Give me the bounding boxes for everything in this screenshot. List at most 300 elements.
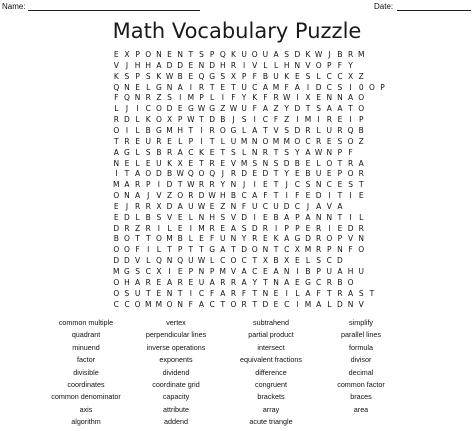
grid-letter: K — [284, 71, 290, 81]
grid-letter: A — [241, 277, 247, 287]
grid-letter: R — [230, 169, 237, 179]
grid-letter: A — [262, 104, 268, 114]
grid-letter: O — [123, 234, 130, 244]
grid-letter: L — [135, 125, 140, 135]
grid-letter: E — [305, 191, 311, 201]
grid-letter: L — [359, 212, 364, 222]
grid-letter: I — [115, 169, 118, 179]
grid-letter: S — [241, 223, 247, 233]
grid-letter: N — [198, 267, 205, 276]
grid-letter: T — [135, 234, 140, 244]
grid-letter: A — [124, 180, 130, 190]
grid-letter: J — [125, 104, 129, 114]
grid-letter: R — [145, 277, 151, 287]
grid-letter: X — [305, 93, 311, 103]
grid-letter: A — [305, 147, 311, 157]
grid-letter: I — [200, 125, 203, 135]
grid-letter: Y — [220, 180, 226, 190]
grid-letter: E — [167, 136, 172, 146]
grid-letter: S — [156, 212, 162, 222]
grid-letter: P — [209, 50, 215, 59]
grid-letter: F — [209, 234, 215, 244]
grid-row — [111, 201, 367, 212]
grid-letter: P — [177, 245, 183, 255]
grid-letter: B — [358, 125, 364, 135]
grid-letter: E — [294, 277, 300, 287]
grid-letter: N — [156, 50, 162, 59]
grid-letter: N — [337, 93, 343, 103]
grid-letter: Z — [220, 104, 226, 114]
grid-letter: E — [263, 234, 268, 244]
grid-letter: J — [328, 50, 331, 59]
grid-letter: E — [156, 277, 162, 287]
grid-letter: U — [134, 288, 141, 298]
grid-letter: Y — [252, 277, 258, 287]
grid-letter: G — [187, 104, 194, 114]
grid-letter: J — [242, 180, 246, 190]
grid-letter: R — [241, 299, 247, 309]
grid-letter: T — [252, 256, 258, 266]
grid-letter: L — [146, 256, 151, 266]
grid-letter: E — [220, 82, 226, 92]
grid-letter: G — [124, 147, 130, 157]
grid-letter: N — [134, 93, 141, 103]
grid-letter: K — [113, 71, 119, 81]
grid-letter: S — [199, 50, 204, 59]
grid-letter: G — [294, 234, 301, 244]
word-list-item: perpendicular lines — [145, 330, 207, 340]
grid-letter: A — [348, 288, 354, 298]
grid-letter: K — [252, 93, 258, 103]
word-list-item: common multiple — [58, 318, 114, 327]
grid-letter: E — [113, 201, 119, 211]
grid-letter: E — [220, 158, 226, 168]
grid-letter: P — [327, 60, 332, 70]
grid-letter: T — [252, 299, 258, 309]
grid-letter: O — [155, 104, 162, 114]
grid-letter: S — [145, 71, 151, 81]
grid-letter: U — [315, 169, 322, 179]
grid-letter: Q — [187, 169, 194, 179]
grid-letter: D — [113, 223, 120, 233]
grid-letter: B — [273, 256, 279, 266]
grid-letter: S — [316, 104, 322, 114]
grid-letter: S — [124, 71, 130, 81]
grid-letter: N — [230, 234, 237, 244]
grid-letter: N — [198, 212, 205, 222]
grid-letter: A — [358, 158, 364, 168]
grid-letter: C — [337, 71, 343, 81]
grid-letter: W — [165, 71, 174, 81]
grid-letter: U — [273, 201, 279, 211]
grid-letter: T — [263, 277, 268, 287]
grid-letter: S — [284, 125, 290, 135]
grid-letter: R — [262, 223, 268, 233]
grid-letter: L — [316, 125, 321, 135]
grid-letter: C — [252, 267, 258, 276]
grid-letter: R — [124, 136, 130, 146]
grid-letter: E — [167, 50, 172, 59]
grid-letter: A — [252, 125, 258, 135]
grid-letter: C — [294, 180, 300, 190]
grid-letter: M — [113, 180, 120, 190]
grid-letter: A — [284, 234, 290, 244]
grid-letter: D — [209, 60, 216, 70]
grid-letter: N — [283, 267, 290, 276]
grid-letter: F — [209, 288, 215, 298]
grid-letter: O — [166, 299, 173, 309]
grid-letter: T — [145, 288, 151, 298]
grid-letter: C — [252, 82, 258, 92]
grid-letter: B — [177, 71, 183, 81]
grid-letter: D — [156, 169, 162, 179]
grid-letter: G — [305, 277, 311, 287]
grid-letter: O — [368, 82, 375, 92]
grid-letter: A — [262, 82, 268, 92]
grid-letter: P — [337, 234, 343, 244]
grid-letter: W — [187, 115, 195, 125]
grid-letter: L — [220, 136, 225, 146]
grid-letter: O — [145, 50, 152, 59]
grid-letter: A — [273, 50, 279, 59]
grid-letter: L — [210, 256, 215, 266]
grid-letter: N — [273, 277, 279, 287]
grid-letter: Q — [219, 50, 226, 59]
grid-letter: R — [124, 223, 130, 233]
grid-letter: C — [145, 267, 151, 276]
word-list-item: common denominator — [51, 392, 121, 402]
word-list-item: factor — [77, 355, 95, 365]
grid-letter: I — [349, 115, 352, 125]
grid-letter: W — [197, 201, 206, 211]
grid-letter: S — [348, 180, 353, 190]
grid-letter: V — [305, 60, 311, 70]
grid-letter: L — [210, 93, 215, 103]
grid-letter: B — [220, 115, 226, 125]
grid-letter: C — [188, 147, 194, 157]
grid-letter: Z — [273, 104, 279, 114]
word-list-item: coordinates — [67, 380, 105, 389]
grid-letter: R — [156, 136, 162, 146]
grid-letter: D — [337, 299, 343, 309]
grid-letter: J — [221, 169, 224, 179]
grid-letter: A — [241, 267, 247, 276]
grid-letter: V — [252, 60, 258, 70]
grid-letter: F — [348, 245, 353, 255]
word-list-item: subtrahend — [253, 318, 289, 327]
grid-letter: N — [166, 82, 173, 92]
grid-letter: X — [284, 256, 290, 266]
grid-letter: C — [262, 115, 269, 125]
grid-letter: R — [347, 158, 354, 168]
grid-letter: Z — [284, 115, 290, 125]
grid-letter: L — [188, 212, 193, 222]
grid-letter: L — [242, 125, 247, 135]
grid-letter: R — [230, 288, 237, 298]
grid-letter: A — [284, 277, 290, 287]
grid-letter: H — [283, 60, 290, 70]
grid-letter: D — [283, 158, 290, 168]
grid-letter: M — [219, 267, 227, 276]
grid-letter: O — [358, 104, 365, 114]
grid-letter: P — [327, 245, 332, 255]
grid-letter: B — [305, 267, 311, 276]
grid-letter: X — [156, 267, 162, 276]
grid-letter: G — [209, 245, 216, 255]
grid-letter: A — [113, 147, 119, 157]
grid-letter: I — [296, 93, 299, 103]
grid-letter: U — [251, 201, 258, 211]
date-field-line — [397, 10, 471, 11]
grid-letter: T — [145, 234, 151, 244]
grid-letter: R — [316, 234, 322, 244]
grid-row — [111, 233, 367, 244]
grid-letter: E — [358, 191, 364, 201]
word-list-item: minuend — [72, 342, 100, 352]
grid-letter: S — [220, 71, 226, 81]
grid-letter: S — [337, 136, 343, 146]
word-list-item: simplify — [349, 318, 373, 327]
grid-letter: M — [198, 223, 205, 233]
grid-letter: A — [177, 82, 183, 92]
grid-letter: O — [315, 60, 322, 70]
grid-letter: M — [187, 93, 195, 103]
grid-letter: X — [294, 245, 300, 255]
grid-letter: A — [316, 299, 322, 309]
grid-letter: E — [135, 136, 140, 146]
grid-letter: P — [295, 223, 300, 233]
word-list-item: divisible — [73, 367, 99, 377]
grid-letter: I — [168, 267, 171, 276]
grid-letter: Y — [284, 169, 289, 179]
grid-letter: T — [231, 245, 236, 255]
grid-letter: C — [316, 277, 322, 287]
grid-letter: A — [135, 169, 141, 179]
grid-letter: A — [252, 191, 258, 201]
grid-row — [111, 255, 367, 266]
word-list-item: partial product — [248, 330, 294, 340]
grid-letter: L — [146, 82, 151, 92]
grid-letter: A — [135, 277, 141, 287]
grid-letter: P — [241, 71, 247, 81]
grid-letter: Q — [123, 93, 130, 103]
grid-letter: W — [176, 169, 184, 179]
grid-letter: B — [305, 169, 311, 179]
grid-letter: T — [177, 180, 183, 190]
grid-row — [111, 60, 367, 71]
grid-letter: L — [327, 299, 332, 309]
grid-letter: R — [273, 93, 279, 103]
grid-letter: V — [326, 201, 332, 211]
grid-letter: O — [326, 158, 333, 168]
grid-letter: L — [178, 136, 183, 146]
header-row — [0, 1, 474, 13]
grid-letter: N — [337, 245, 343, 255]
grid-letter: E — [326, 169, 332, 179]
grid-letter: S — [167, 93, 172, 103]
grid-letter: L — [114, 104, 119, 114]
word-list-item: braces — [350, 392, 372, 402]
grid-row — [111, 212, 367, 223]
grid-letter: M — [166, 125, 173, 135]
grid-letter: T — [188, 245, 194, 255]
grid-letter: R — [316, 136, 322, 146]
grid-letter: I — [349, 191, 352, 201]
grid-letter: C — [262, 201, 269, 211]
grid-letter: U — [198, 277, 205, 287]
grid-letter: Z — [358, 71, 364, 81]
grid-letter: O — [123, 245, 130, 255]
grid-letter: D — [177, 60, 184, 70]
word-list-item: dividend — [162, 367, 190, 377]
grid-letter: F — [241, 288, 247, 298]
grid-letter: U — [230, 136, 237, 146]
grid-letter: F — [295, 191, 300, 201]
word-list-item: capacity — [162, 392, 190, 402]
grid-letter: B — [294, 158, 300, 168]
grid-letter: H — [219, 191, 226, 201]
grid-letter: U — [326, 267, 333, 276]
grid-letter: R — [134, 201, 141, 211]
grid-letter: A — [209, 277, 215, 287]
grid-letter: T — [199, 158, 204, 168]
grid-letter: P — [284, 223, 289, 233]
grid-letter: D — [283, 201, 290, 211]
grid-letter: T — [209, 136, 215, 146]
grid-letter: T — [199, 115, 204, 125]
grid-letter: I — [296, 267, 299, 276]
grid-letter: I — [200, 136, 203, 146]
grid-letter: T — [209, 82, 215, 92]
grid-letter: N — [166, 256, 173, 266]
grid-letter: R — [252, 234, 258, 244]
grid-letter: E — [252, 169, 258, 179]
word-list — [51, 317, 408, 429]
grid-letter: B — [113, 234, 119, 244]
grid-letter: X — [230, 71, 236, 81]
grid-letter: D — [124, 256, 130, 266]
grid-letter: O — [198, 169, 205, 179]
grid-letter: W — [197, 104, 206, 114]
grid-letter: R — [305, 125, 311, 135]
grid-letter: D — [347, 223, 354, 233]
grid-letter: D — [315, 191, 322, 201]
grid-letter: O — [358, 245, 365, 255]
word-list-item: parallel lines — [341, 330, 381, 340]
grid-letter: B — [166, 169, 173, 179]
grid-letter: I — [328, 223, 331, 233]
grid-letter: T — [199, 245, 204, 255]
grid-letter: R — [134, 180, 141, 190]
grid-letter: I — [285, 191, 288, 201]
grid-letter: W — [197, 256, 206, 266]
grid-letter: O — [251, 50, 258, 59]
grid-letter: O — [251, 245, 258, 255]
grid-letter: U — [262, 50, 269, 59]
grid-letter: O — [347, 169, 354, 179]
grid-letter: A — [230, 223, 236, 233]
grid-letter: P — [199, 93, 204, 103]
word-list-item: coordinate grid — [152, 380, 200, 389]
grid-letter: K — [273, 234, 279, 244]
word-list-item: equivalent fractions — [240, 355, 302, 365]
grid-letter: J — [285, 180, 288, 190]
grid-letter: F — [114, 93, 119, 103]
grid-letter: A — [220, 288, 226, 298]
grid-letter: I — [253, 180, 256, 190]
grid-letter: G — [155, 82, 162, 92]
grid-letter: U — [156, 158, 162, 168]
grid-letter: R — [337, 288, 343, 298]
grid-letter: A — [305, 212, 311, 222]
grid-letter: E — [294, 256, 300, 266]
grid-letter: O — [262, 136, 269, 146]
grid-letter: E — [294, 71, 300, 81]
grid-letter: X — [262, 256, 268, 266]
grid-letter: O — [358, 93, 365, 103]
grid-letter: D — [305, 234, 311, 244]
grid-letter: N — [166, 288, 173, 298]
grid-letter: C — [305, 136, 311, 146]
grid-row — [111, 277, 367, 288]
grid-letter: O — [177, 191, 184, 201]
grid-letter: F — [252, 71, 257, 81]
grid-letter: T — [273, 180, 279, 190]
grid-letter: S — [273, 158, 279, 168]
grid-letter: B — [156, 147, 162, 157]
grid-letter: C — [145, 104, 151, 114]
grid-letter: C — [326, 82, 332, 92]
grid-letter: V — [230, 212, 236, 222]
grid-letter: R — [145, 223, 151, 233]
grid-letter: W — [187, 180, 195, 190]
grid-letter: X — [124, 50, 130, 59]
grid-letter: V — [348, 234, 354, 244]
grid-letter: T — [273, 169, 279, 179]
grid-letter: M — [166, 234, 173, 244]
grid-letter: U — [220, 234, 226, 244]
grid-letter: E — [188, 158, 194, 168]
grid-letter: H — [347, 267, 354, 276]
grid-letter: S — [316, 256, 322, 266]
grid-letter: H — [124, 277, 130, 287]
grid-letter: E — [273, 299, 279, 309]
grid-letter: V — [135, 256, 141, 266]
grid-letter: A — [337, 201, 343, 211]
grid-row — [111, 147, 367, 158]
grid-letter: I — [125, 125, 129, 135]
grid-letter: J — [232, 115, 235, 125]
grid-letter: G — [230, 125, 237, 135]
grid-letter: L — [305, 256, 311, 266]
grid-letter: I — [328, 191, 331, 201]
grid-letter: D — [166, 104, 173, 114]
grid-letter: L — [135, 147, 140, 157]
grid-letter: F — [273, 115, 279, 125]
grid-letter: N — [358, 234, 365, 244]
grid-letter: T — [188, 50, 194, 59]
grid-letter: F — [337, 60, 343, 70]
grid-letter: B — [337, 277, 343, 287]
grid-letter: D — [294, 104, 301, 114]
grid-letter: L — [135, 158, 140, 168]
grid-letter: E — [263, 180, 268, 190]
grid-letter: S — [124, 288, 130, 298]
grid-letter: T — [337, 158, 343, 168]
grid-letter: N — [230, 201, 237, 211]
grid-letter: R — [145, 93, 151, 103]
grid-letter: E — [145, 158, 151, 168]
